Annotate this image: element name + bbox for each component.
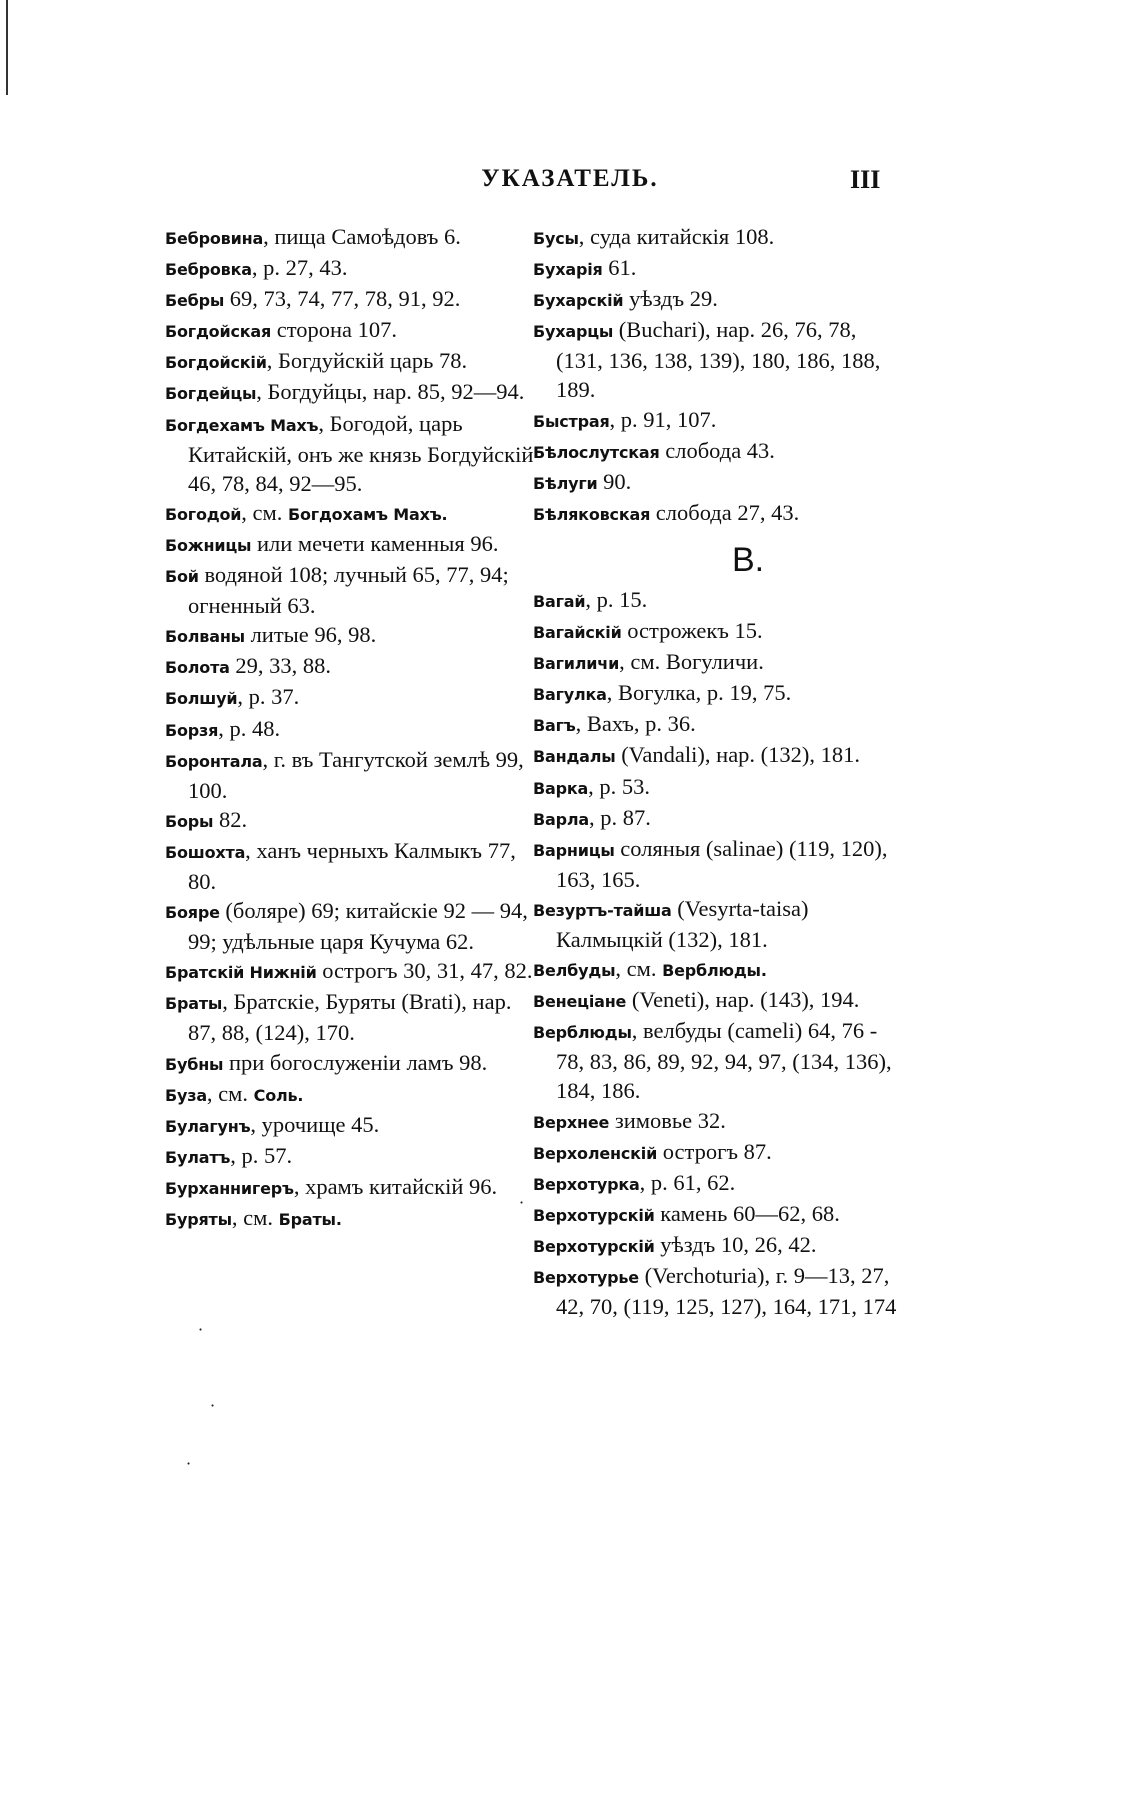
index-entry xyxy=(165,346,535,377)
entry-text: , р. 87. xyxy=(588,804,651,830)
index-entries-b xyxy=(533,222,903,529)
entry-text: камень 60—62, 68. xyxy=(654,1200,840,1226)
index-entry xyxy=(165,896,535,956)
entry-text: , р. 48. xyxy=(218,715,281,741)
index-entry xyxy=(165,620,535,651)
entry-text: при богослуженіи ламъ 98. xyxy=(223,1049,488,1075)
entry-headword: Бухарія xyxy=(533,260,603,280)
entry-text: 69, 73, 74, 77, 78, 91, 92. xyxy=(224,286,461,312)
entry-text: , Богодой, царь Китайскій, онъ же князь Богдуйскій 46, 78, 84, 92—95. xyxy=(188,410,534,496)
entry-headword: Варла xyxy=(533,809,589,829)
entry-text: 29, 33, 88. xyxy=(229,653,332,679)
index-entry xyxy=(165,956,535,987)
entry-headword: Бусы xyxy=(533,229,579,248)
entry-headword: Бѣлослутская xyxy=(533,442,660,462)
entry-text: , р. 57. xyxy=(230,1142,293,1168)
entry-cross-reference: Браты. xyxy=(278,1210,342,1229)
entry-text: острожекъ 15. xyxy=(621,618,763,644)
entry-text: , р. 61, 62. xyxy=(639,1169,736,1195)
entry-cross-reference: Соль. xyxy=(253,1085,304,1105)
entry-text: , р. 27, 43. xyxy=(251,255,348,281)
entry-headword: Вагулка xyxy=(533,685,607,705)
entry-text: сторона 107. xyxy=(271,317,398,343)
entry-headword: Божницы xyxy=(165,535,252,555)
entry-text: , р. 53. xyxy=(588,773,650,799)
entry-headword: Булагунъ xyxy=(165,1116,251,1136)
index-entry xyxy=(165,222,535,253)
index-entry xyxy=(165,651,535,682)
entry-text: , р. 15. xyxy=(585,586,648,612)
entry-text: , г. въ Тангутской землѣ 99, 100. xyxy=(188,746,524,803)
entry-text: , Богдуйцы, нар. 85, 92—94. xyxy=(256,379,525,405)
index-entry xyxy=(533,436,903,467)
index-entry xyxy=(533,894,903,954)
entry-headword: Вандалы xyxy=(533,747,616,767)
entry-headword: Буряты xyxy=(165,1210,232,1229)
index-entry xyxy=(533,709,903,740)
entry-headword: Браты xyxy=(165,994,223,1014)
entry-headword: Борзя xyxy=(165,720,219,740)
index-entry xyxy=(533,1137,903,1168)
entry-text: или мечети каменныя 96. xyxy=(251,530,499,556)
index-entry xyxy=(533,772,903,803)
index-entry xyxy=(533,498,903,529)
entry-headword: Богдехамъ Махъ xyxy=(165,415,319,435)
page-edge-line xyxy=(6,0,8,95)
entry-headword: Велбуды xyxy=(533,961,616,981)
entry-headword: Венеціане xyxy=(533,992,627,1012)
index-entry xyxy=(533,647,903,678)
index-entry xyxy=(533,834,903,894)
index-entry xyxy=(165,836,535,896)
entry-headword: Бубны xyxy=(165,1054,224,1074)
entry-headword: Бояре xyxy=(165,903,220,923)
index-entry xyxy=(165,560,535,620)
running-header-title: УКАЗАТЕЛЬ. xyxy=(481,165,659,192)
index-entry xyxy=(165,253,535,284)
stray-dot-mark: · xyxy=(198,1320,204,1339)
entry-text: соляныя (salinae) (119, 120), 163, 165. xyxy=(556,835,888,892)
entry-headword: Вагиличи xyxy=(533,654,620,674)
entry-text: (Buchari), нар. 26, 76, 78, (131, 136, 138, 139), 180, 186, 188, 189. xyxy=(556,317,881,403)
entry-headword: Буза xyxy=(165,1085,207,1105)
index-column-right xyxy=(533,222,903,1321)
entry-headword: Везуртъ-тайша xyxy=(533,900,672,920)
index-entry xyxy=(533,1106,903,1137)
entry-text: острогъ 87. xyxy=(657,1138,772,1164)
entry-text: , пища Самоѣдовъ 6. xyxy=(263,224,461,249)
index-entry xyxy=(533,803,903,834)
entry-headword: Богдойскій xyxy=(165,353,267,373)
index-entry xyxy=(533,253,903,284)
entry-text: , см. Вогуличи. xyxy=(619,649,764,675)
index-entry xyxy=(165,1203,535,1234)
entry-headword: Боронтала xyxy=(165,751,263,771)
entry-headword: Бошохта xyxy=(165,842,246,862)
entry-text: (Vandali), нар. (132), 181. xyxy=(615,742,861,768)
index-entry xyxy=(533,315,903,404)
index-entry xyxy=(165,1172,535,1203)
entry-headword: Бухарцы xyxy=(533,322,614,342)
index-entry xyxy=(533,1168,903,1199)
entry-headword: Боры xyxy=(165,811,214,831)
entry-text: , урочище 45. xyxy=(250,1111,380,1137)
entry-text: уѣздъ 10, 26, 42. xyxy=(654,1231,817,1257)
entry-headword: Варка xyxy=(533,778,589,798)
entry-headword: Верхотурье xyxy=(533,1268,639,1287)
entry-text: слобода 27, 43. xyxy=(650,499,800,525)
entry-headword: Болваны xyxy=(165,627,245,647)
index-entry xyxy=(165,1048,535,1079)
entry-text: (боляре) 69; китайскіе 92 — 94, 99; удѣльные царя Кучума 62. xyxy=(188,898,528,955)
entry-text: , велбуды (cameli) 64, 76 - 78, 83, 86, 89, 92, 94, 97, (134, 136), 184, 186. xyxy=(556,1018,892,1104)
entry-text: 61. xyxy=(602,255,637,281)
entry-headword: Варницы xyxy=(533,840,615,860)
index-entry xyxy=(165,498,535,529)
entry-text: , р. 37. xyxy=(237,684,300,710)
entry-headword: Богдейцы xyxy=(165,384,257,404)
index-entry xyxy=(533,1199,903,1230)
entry-headword: Верхотурскій xyxy=(533,1205,655,1225)
entry-text: , Вахъ, р. 36. xyxy=(575,711,696,737)
index-entry xyxy=(533,585,903,616)
index-entry xyxy=(533,405,903,436)
index-entry xyxy=(533,284,903,315)
index-entry xyxy=(165,987,535,1047)
entry-headword: Вагъ xyxy=(533,716,576,736)
entry-headword: Верблюды xyxy=(533,1023,632,1043)
section-letter: В. xyxy=(731,540,765,579)
entry-headword: Болшуй xyxy=(165,689,238,709)
entry-headword: Верхнее xyxy=(533,1112,610,1132)
entry-text: , Богдуйскій царь 78. xyxy=(266,348,468,374)
entry-text: , см. xyxy=(615,956,663,982)
entry-text: , храмъ китайскій 96. xyxy=(293,1173,498,1199)
stray-dot-mark: · xyxy=(186,1454,192,1473)
entry-text: слобода 43. xyxy=(659,437,775,463)
entry-text: (Vesyrta-taisa) Калмыцкій (132), 181. xyxy=(556,895,809,952)
index-entry xyxy=(533,616,903,647)
entry-headword: Бѣлуги xyxy=(533,473,598,493)
entry-headword: Быстрая xyxy=(533,411,610,431)
entry-text: , см. xyxy=(241,499,288,525)
index-entry xyxy=(533,467,903,498)
entry-headword: Бебры xyxy=(165,291,225,311)
index-entry xyxy=(533,740,903,771)
index-column-left xyxy=(165,222,535,1234)
stray-dot-mark: · xyxy=(210,1396,216,1415)
index-entry xyxy=(533,954,903,985)
entry-headword: Богдойская xyxy=(165,322,272,342)
entry-headword: Бухарскій xyxy=(533,291,624,311)
index-entry xyxy=(165,284,535,315)
entry-headword: Бебровина xyxy=(165,229,264,248)
entry-headword: Бой xyxy=(165,567,199,587)
index-entry xyxy=(165,1141,535,1172)
entry-cross-reference: Верблюды. xyxy=(662,961,767,981)
entry-text: зимовье 32. xyxy=(609,1107,726,1133)
entry-headword: Булатъ xyxy=(165,1147,231,1167)
entry-headword: Болота xyxy=(165,658,230,678)
entry-text: литые 96, 98. xyxy=(244,622,377,648)
index-entry xyxy=(533,1230,903,1261)
entry-headword: Верхотурка xyxy=(533,1174,640,1194)
index-entry xyxy=(165,805,535,836)
index-entry xyxy=(165,714,535,745)
index-entry xyxy=(165,745,535,805)
page-number: III xyxy=(850,165,881,194)
entry-text: острогъ 30, 31, 47, 82. xyxy=(316,958,533,984)
index-entry xyxy=(165,377,535,408)
entry-headword: Верхоленскій xyxy=(533,1143,658,1163)
entry-headword: Вагайскій xyxy=(533,623,622,643)
entry-headword: Богодой xyxy=(165,504,242,524)
entry-headword: Братскій Нижній xyxy=(165,963,317,983)
entry-cross-reference: Богдохамъ Махъ. xyxy=(288,504,448,524)
entry-headword: Бѣляковская xyxy=(533,504,651,524)
index-entry xyxy=(165,1110,535,1141)
index-entry xyxy=(165,529,535,560)
entry-text: 82. xyxy=(213,806,248,832)
index-entry xyxy=(533,1016,903,1105)
entry-text: , суда китайскія 108. xyxy=(578,224,775,249)
entry-text: (Verchoturia), г. 9—13, 27, 42, 70, (119, 125, 127), 164, 171, 174 xyxy=(556,1263,897,1320)
entry-text: , см. xyxy=(206,1080,254,1106)
entry-headword: Бурханнигеръ xyxy=(165,1178,294,1198)
index-entry xyxy=(533,678,903,709)
index-entry xyxy=(533,1261,903,1321)
entry-text: (Veneti), нар. (143), 194. xyxy=(626,987,860,1013)
entry-text: , см. xyxy=(231,1205,279,1230)
index-entry xyxy=(165,682,535,713)
index-entry xyxy=(533,985,903,1016)
entry-headword: Вагай xyxy=(533,591,586,611)
index-entry xyxy=(165,315,535,346)
entry-headword: Бебровка xyxy=(165,260,252,280)
entry-text: , ханъ черныхъ Калмыкъ 77, 80. xyxy=(188,837,516,894)
stray-dot-mark: · xyxy=(519,1193,525,1212)
entry-text: , Братскіе, Буряты (Brati), нар. 87, 88, (124), 170. xyxy=(188,989,512,1046)
index-entry xyxy=(533,222,903,253)
index-entry xyxy=(165,1079,535,1110)
index-entries-v xyxy=(533,585,903,1321)
index-entry xyxy=(165,409,535,498)
entry-text: водяной 108; лучный 65, 77, 94; огненный 63. xyxy=(188,562,509,619)
entry-text: , р. 91, 107. xyxy=(609,406,717,432)
entry-text: , Вогулка, р. 19, 75. xyxy=(606,680,792,706)
entry-headword: Верхотурскій xyxy=(533,1236,655,1256)
entry-text: 90. xyxy=(597,468,632,494)
entry-text: уѣздъ 29. xyxy=(623,286,718,312)
